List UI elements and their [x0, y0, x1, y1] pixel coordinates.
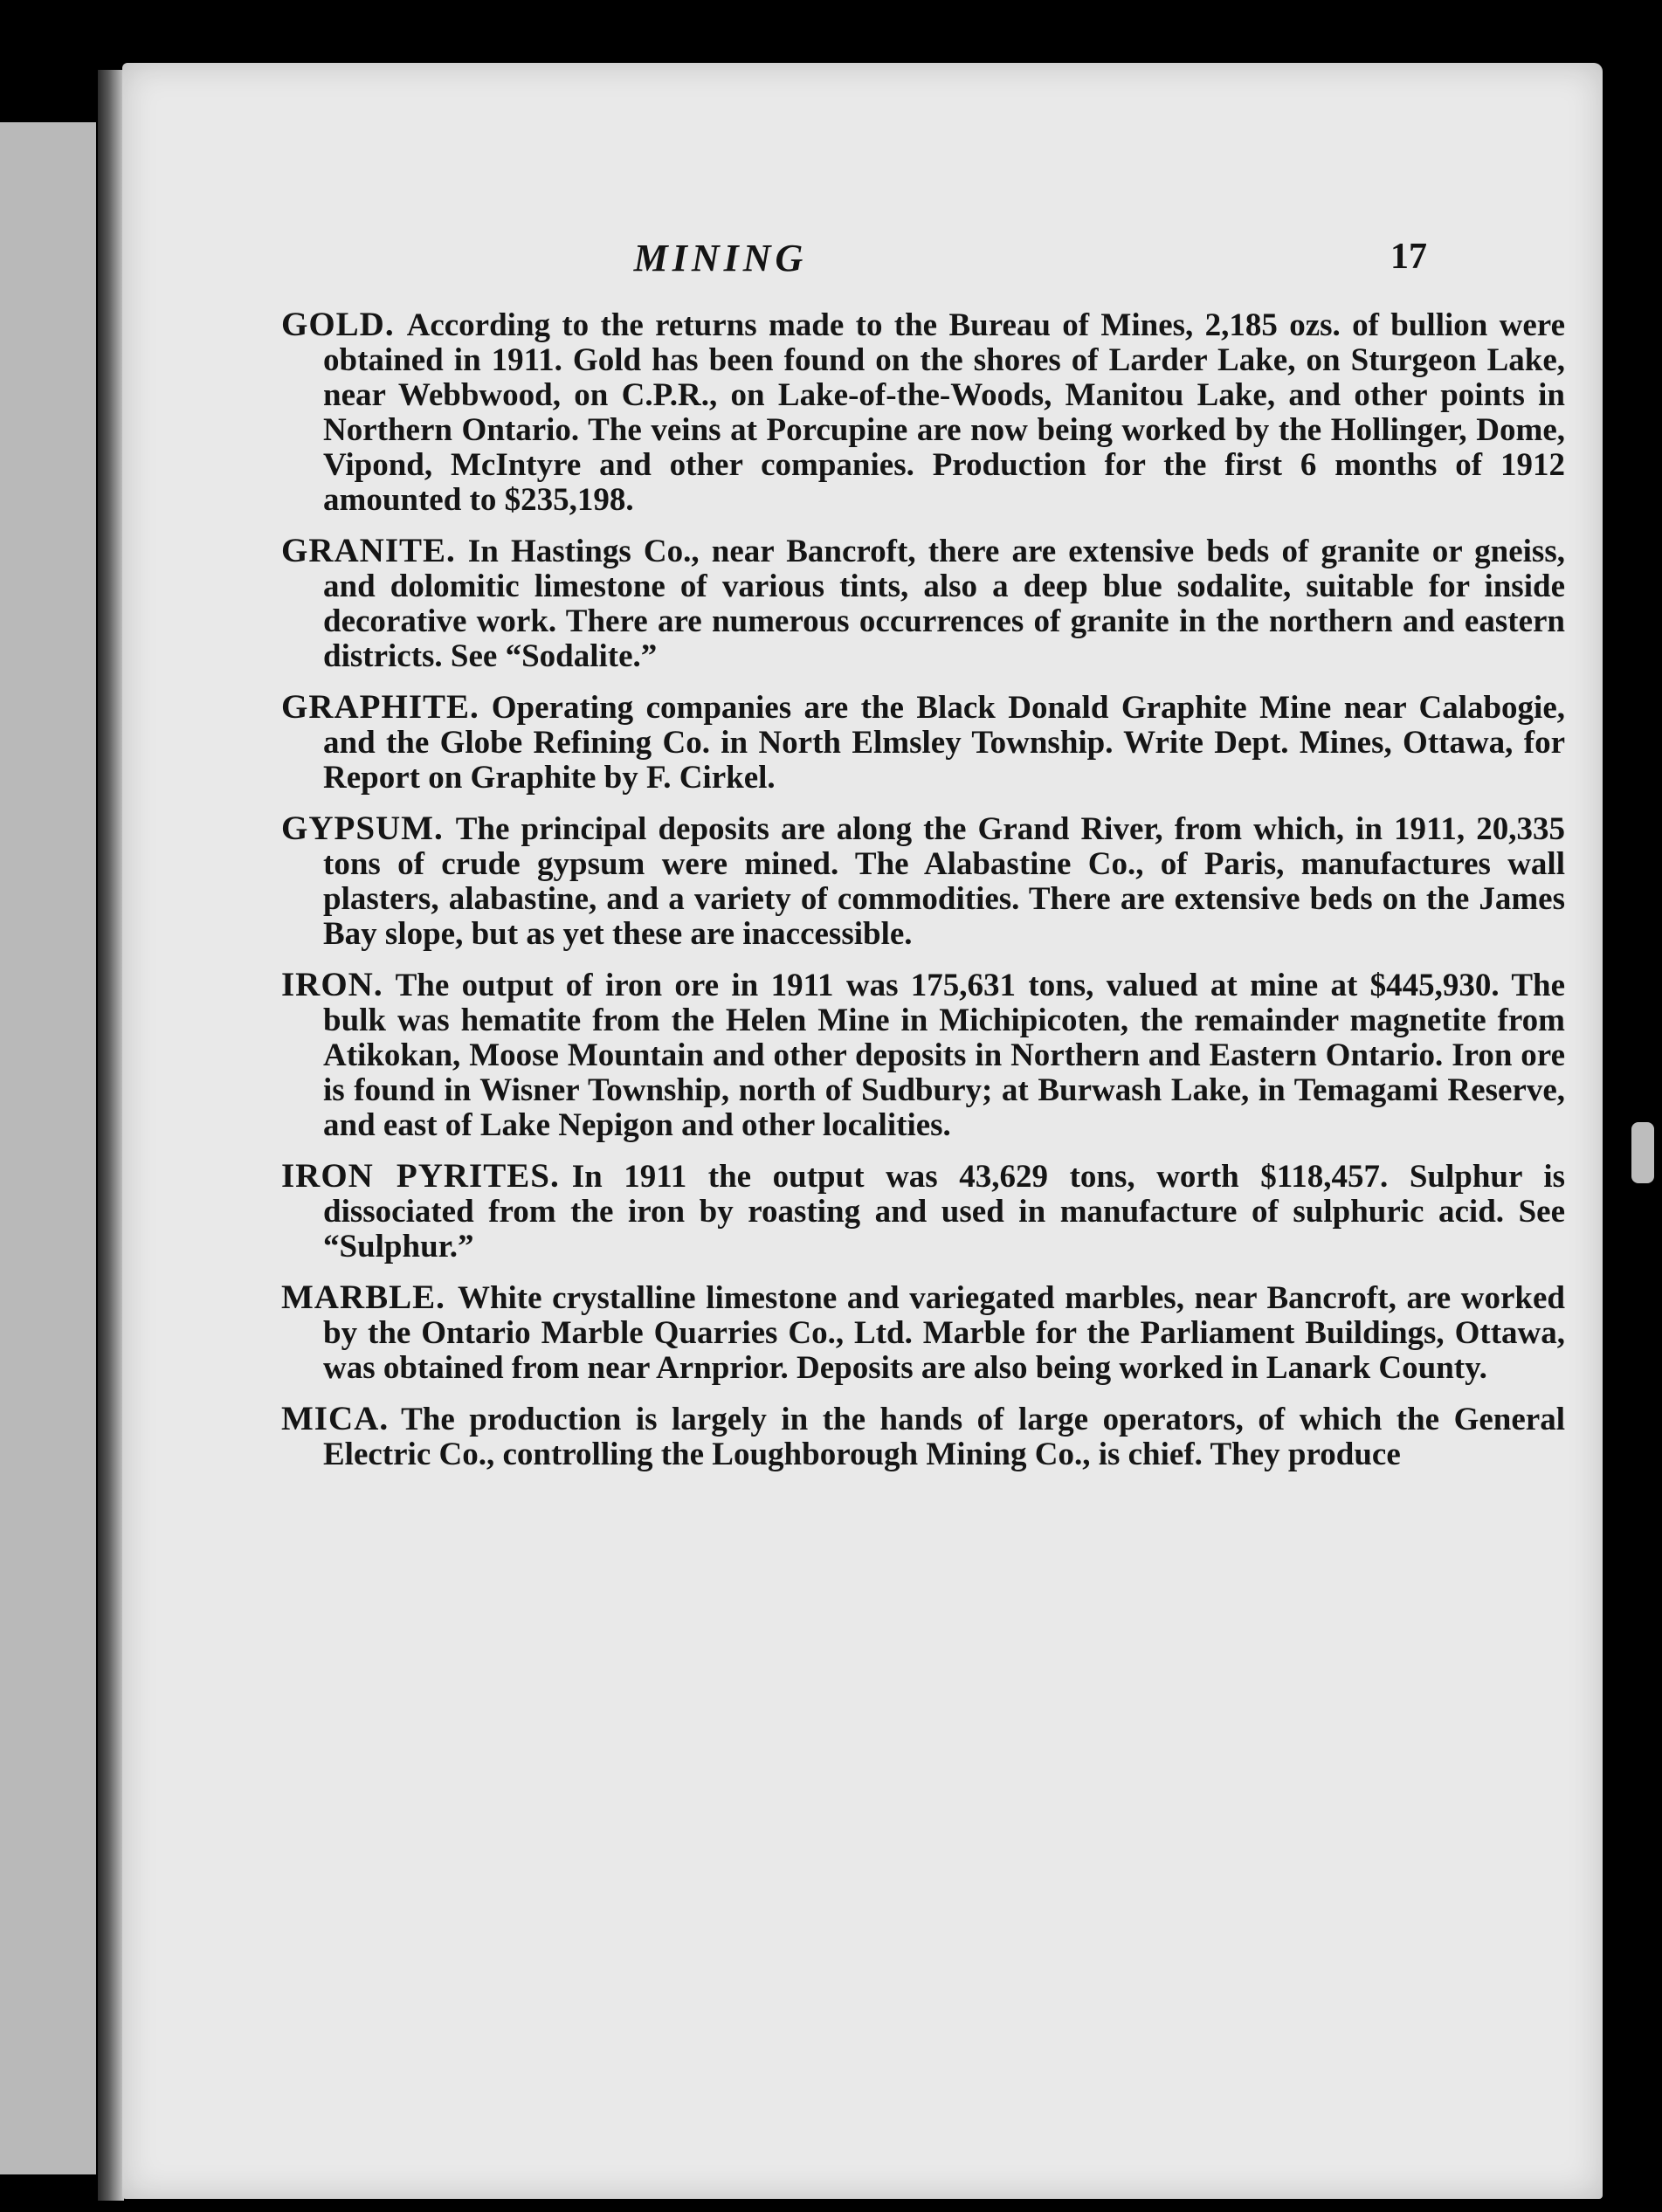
- entry-term: MARBLE.: [281, 1278, 445, 1316]
- page-number: 17: [1390, 237, 1427, 277]
- binding-shadow: [98, 70, 124, 2201]
- entry-term: GYPSUM.: [281, 810, 444, 847]
- running-title: MINING: [633, 237, 808, 279]
- entry-graphite: [281, 690, 1565, 796]
- entry-text: In 1911 the output was 43,629 tons, worth $118,457. Sulphur is dissociated from the iron by roasting and used in manufacture of sulphuric acid. See “Sulphur.”: [323, 1159, 1565, 1264]
- entry-mica: [281, 1402, 1565, 1472]
- entry-term: GRAPHITE.: [281, 688, 479, 726]
- entry-iron-pyrites: [281, 1159, 1565, 1264]
- facing-page-edge: [0, 122, 96, 2174]
- entry-text: White crystalline limestone and variegated marbles, near Bancroft, are worked by the Ontario Marble Quarries Co., Ltd. Marble for the Parliament Buildings, Ottawa, was obtained from near Arnprior. Deposits are also being worked in Lanark County.: [323, 1280, 1565, 1386]
- entry-term: IRON PYRITES.: [281, 1157, 560, 1195]
- entry-text: The output of iron ore in 1911 was 175,631 tons, valued at mine at $445,930. The bulk was hematite from the Helen Mine in Michipicoten, the remainder magnetite from Atikokan, Moose Mountain and other deposits in Northern and Eastern Ontario. Iron ore is found in Wisner Township, north of Sudbury; at Burwash Lake, in Temagami Reserve, and east of Lake Nepigon and other localities.: [323, 968, 1565, 1143]
- scan-artifact: [1631, 1122, 1654, 1183]
- entry-gypsum: [281, 811, 1565, 952]
- page-header: [122, 236, 1603, 306]
- entry-text: In Hastings Co., near Bancroft, there are extensive beds of granite or gneiss, and dolomitic limestone of various tints, also a deep blue sodalite, suitable for inside decorative work. There are numerous occurrences of granite in the northern and eastern districts. See “Sodalite.”: [323, 534, 1565, 674]
- entry-term: IRON.: [281, 966, 383, 1003]
- entry-text: According to the returns made to the Bureau of Mines, 2,185 ozs. of bullion were obtained in 1911. Gold has been found on the shores of Larder Lake, on Sturgeon Lake, near Webbwood, on C.P.R., on Lake-of-the-Woods, Manitou Lake, and other points in Northern Ontario. The veins at Porcupine are now being worked by the Hollinger, Dome, Vipond, McIntyre and other companies. Production for the first 6 months of 1912 amounted to $235,198.: [323, 307, 1565, 518]
- entry-iron: [281, 968, 1565, 1143]
- entry-granite: [281, 534, 1565, 674]
- entry-term: GOLD.: [281, 307, 395, 343]
- entry-text: The principal deposits are along the Grand River, from which, in 1911, 20,335 tons of crude gypsum were mined. The Alabastine Co., of Paris, manufactures wall plasters, alabastine, and a variety of commodities. There are extensive beds on the James Bay slope, but as yet these are inaccessible.: [323, 811, 1565, 952]
- book-page: [122, 63, 1603, 2199]
- entry-text: The production is largely in the hands of large operators, of which the General Electric Co., controlling the Loughborough Mining Co., is chief. They produce: [323, 1402, 1565, 1472]
- page-body: [281, 307, 1565, 2124]
- entry-term: GRANITE.: [281, 532, 456, 569]
- entry-term: MICA.: [281, 1400, 390, 1437]
- entry-text: Operating companies are the Black Donald Graphite Mine near Calabogie, and the Globe Refining Co. in North Elmsley Township. Write Dept. Mines, Ottawa, for Report on Graphite by F. Cirkel.: [323, 690, 1565, 796]
- entry-marble: [281, 1280, 1565, 1386]
- entry-gold: [281, 307, 1565, 518]
